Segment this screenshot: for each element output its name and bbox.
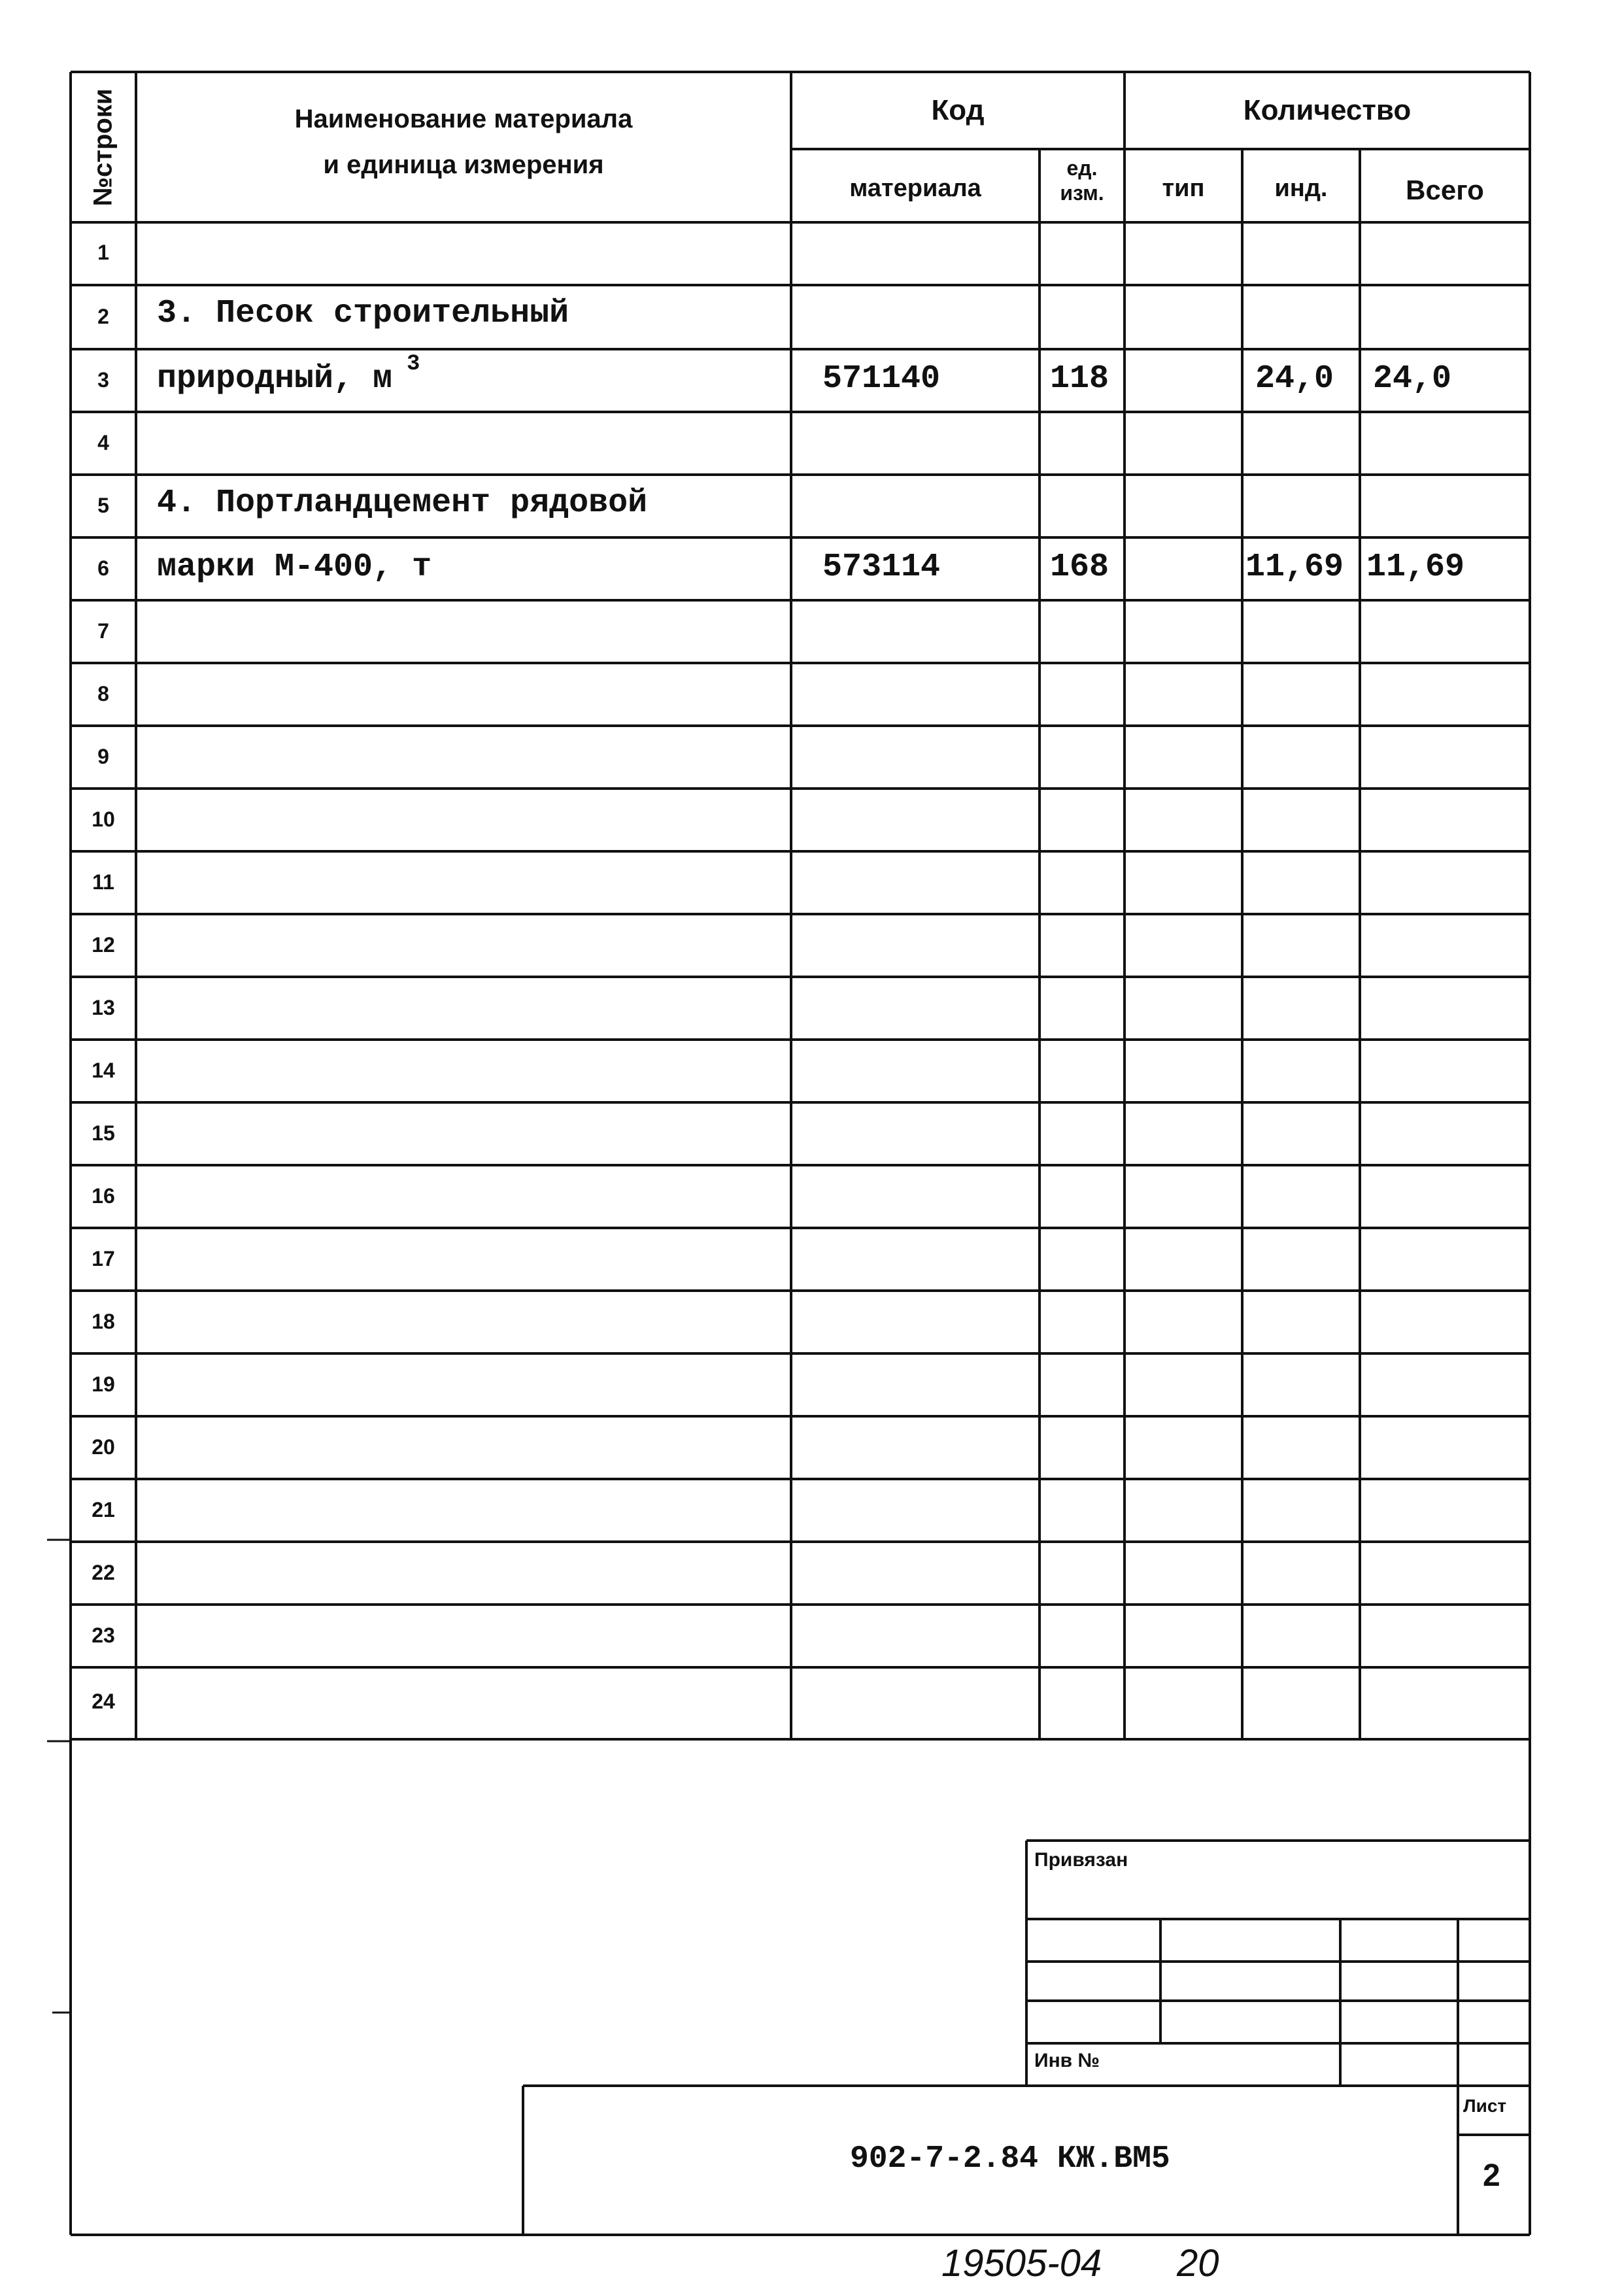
- row-number: 11: [92, 870, 114, 894]
- row-number: 5: [97, 494, 109, 517]
- material-name: марки М-400, т: [157, 549, 432, 586]
- row-number: 4: [97, 431, 109, 454]
- row-number: 10: [92, 808, 115, 831]
- ind-header: инд.: [1274, 175, 1328, 202]
- row-number: 17: [92, 1247, 115, 1270]
- sheet-label: Лист: [1463, 2096, 1507, 2116]
- code-group-header: Код: [931, 94, 985, 126]
- row-number: 18: [92, 1310, 115, 1333]
- material-name: природный, м: [157, 360, 393, 398]
- handwritten-archive-number: 19505-04: [941, 2242, 1102, 2285]
- row-number: 15: [92, 1121, 115, 1145]
- material-code-header: материала: [849, 175, 981, 202]
- quantity-total: 24,0: [1373, 360, 1452, 398]
- unit-code: 118: [1050, 360, 1109, 398]
- row-number: 16: [92, 1184, 115, 1208]
- quantity-group-header: Количество: [1243, 94, 1412, 126]
- row-number: 22: [92, 1561, 115, 1584]
- row-number: 14: [92, 1059, 115, 1082]
- bound-label: Привязан: [1034, 1849, 1128, 1871]
- row-number: 8: [97, 682, 109, 706]
- material-name: 4. Портландцемент рядовой: [157, 484, 648, 522]
- unit-header-line1: ед.: [1066, 156, 1098, 180]
- row-number: 23: [92, 1624, 115, 1647]
- row-number: 2: [97, 305, 109, 328]
- row-number: 3: [97, 368, 109, 392]
- quantity-ind: 11,69: [1245, 549, 1344, 586]
- row-number: 21: [92, 1498, 115, 1522]
- material-code: 573114: [822, 549, 941, 586]
- sheet-number: 2: [1483, 2158, 1500, 2193]
- type-header: тип: [1162, 175, 1205, 202]
- quantity-total: 11,69: [1366, 549, 1465, 586]
- row-number: 19: [92, 1372, 115, 1396]
- row-number: 20: [92, 1435, 115, 1459]
- handwritten-page-number: 20: [1177, 2242, 1219, 2285]
- row-number: 24: [92, 1690, 115, 1713]
- unit-superscript: 3: [407, 352, 420, 377]
- row-number: 12: [92, 933, 115, 957]
- unit-code: 168: [1050, 549, 1109, 586]
- row-number: 1: [97, 241, 109, 264]
- row-number: 6: [97, 556, 109, 580]
- total-header: Всего: [1406, 175, 1484, 205]
- row-number: 13: [92, 996, 115, 1019]
- row-number: 7: [97, 619, 109, 643]
- name-header-line1: Наименование материала: [294, 105, 633, 133]
- material-code: 571140: [822, 360, 941, 398]
- inventory-number-label: Инв №: [1034, 2050, 1100, 2071]
- unit-header-line2: изм.: [1060, 181, 1104, 205]
- row-number-header: №строки: [88, 88, 118, 206]
- document-code: 902-7-2.84 КЖ.ВМ5: [850, 2141, 1170, 2177]
- row-number: 9: [97, 745, 109, 768]
- material-name: 3. Песок строительный: [157, 295, 569, 332]
- quantity-ind: 24,0: [1255, 360, 1334, 398]
- name-header-line2: и единица измерения: [323, 150, 604, 179]
